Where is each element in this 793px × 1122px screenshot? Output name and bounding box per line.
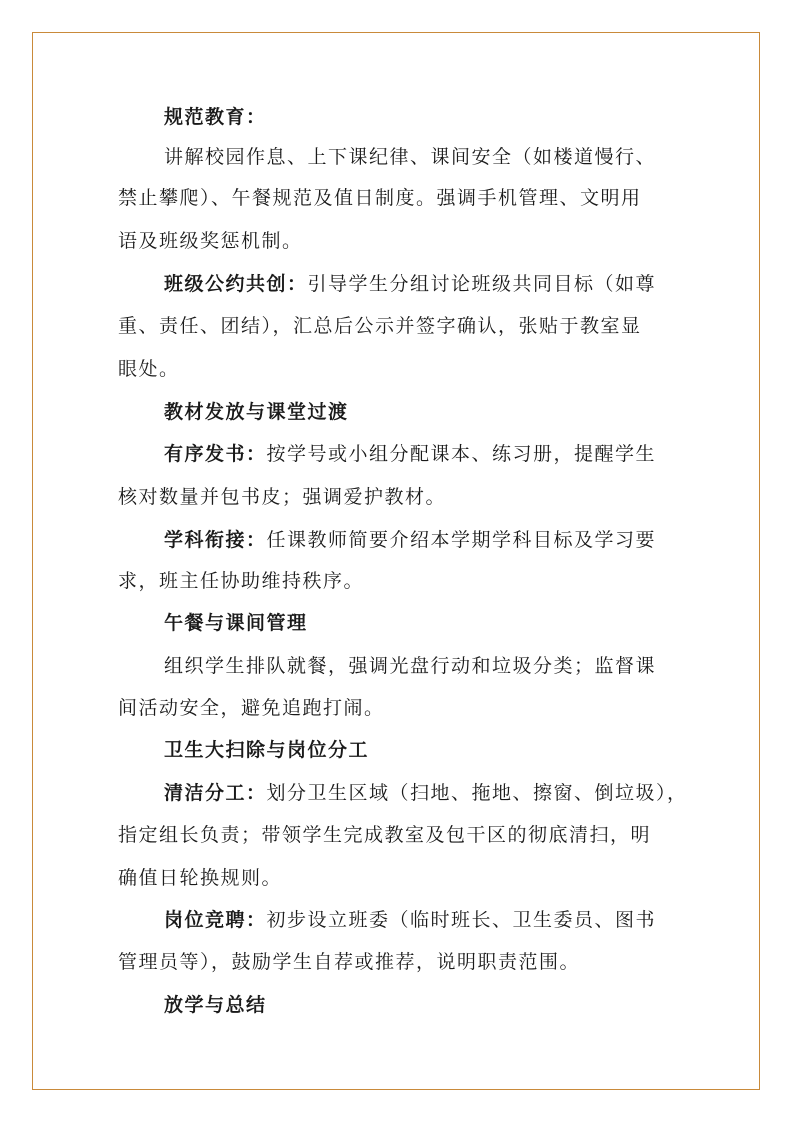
paragraph-line: 间活动安全，避免追跑打闹。: [118, 697, 385, 719]
paragraph-line: 重、责任、团结），汇总后公示并签字确认，张贴于教室显: [118, 315, 642, 337]
paragraph-text: 初步设立班委（临时班长、卫生委员、图书: [266, 909, 657, 931]
inline-label: 岗位竞聘：: [164, 909, 267, 931]
paragraph-fashu: [164, 443, 656, 465]
paragraph-line: 眼处。: [118, 358, 180, 380]
paragraph-line: 指定组长负责；带领学生完成教室及包干区的彻底清扫，明: [118, 824, 652, 846]
paragraph-jingpin: [164, 909, 656, 931]
paragraph-xianjie: [164, 529, 656, 551]
paragraph-qingjie: [164, 782, 688, 804]
inline-label: 班级公约共创：: [164, 273, 308, 295]
paragraph-gongyue: [164, 273, 656, 295]
section-heading-wucan: 午餐与课间管理: [164, 612, 308, 634]
inline-label: 学科衔接：: [164, 529, 267, 551]
paragraph-line: 确值日轮换规则。: [118, 867, 283, 889]
paragraph-line: 讲解校园作息、上下课纪律、课间安全（如楼道慢行、: [164, 146, 657, 168]
inline-label: 清洁分工：: [164, 782, 267, 804]
paragraph-line: 语及班级奖惩机制。: [118, 230, 303, 252]
section-heading-guifan: 规范教育：: [164, 106, 267, 128]
inline-label: 有序发书：: [164, 443, 267, 465]
paragraph-text: 按学号或小组分配课本、练习册，提醒学生: [266, 443, 657, 465]
paragraph-text: 任课教师简要介绍本学期学科目标及学习要: [266, 529, 657, 551]
section-heading-jiaocai: 教材发放与课堂过渡: [164, 401, 349, 423]
section-heading-weisheng: 卫生大扫除与岗位分工: [164, 739, 370, 761]
paragraph-line: 管理员等），鼓励学生自荐或推荐，说明职责范围。: [118, 951, 581, 973]
paragraph-text: 引导学生分组讨论班级共同目标（如尊: [307, 273, 657, 295]
paragraph-line: 组织学生排队就餐，强调光盘行动和垃圾分类；监督课: [164, 655, 657, 677]
paragraph-line: 核对数量并包书皮；强调爱护教材。: [118, 486, 447, 508]
paragraph-line: 求，班主任协助维持秩序。: [118, 570, 365, 592]
paragraph-text: 划分卫生区域（扫地、拖地、擦窗、倒垃圾），: [266, 782, 688, 804]
section-heading-fangxue: 放学与总结: [164, 994, 267, 1016]
paragraph-line: 禁止攀爬）、午餐规范及值日制度。强调手机管理、文明用: [118, 187, 642, 209]
